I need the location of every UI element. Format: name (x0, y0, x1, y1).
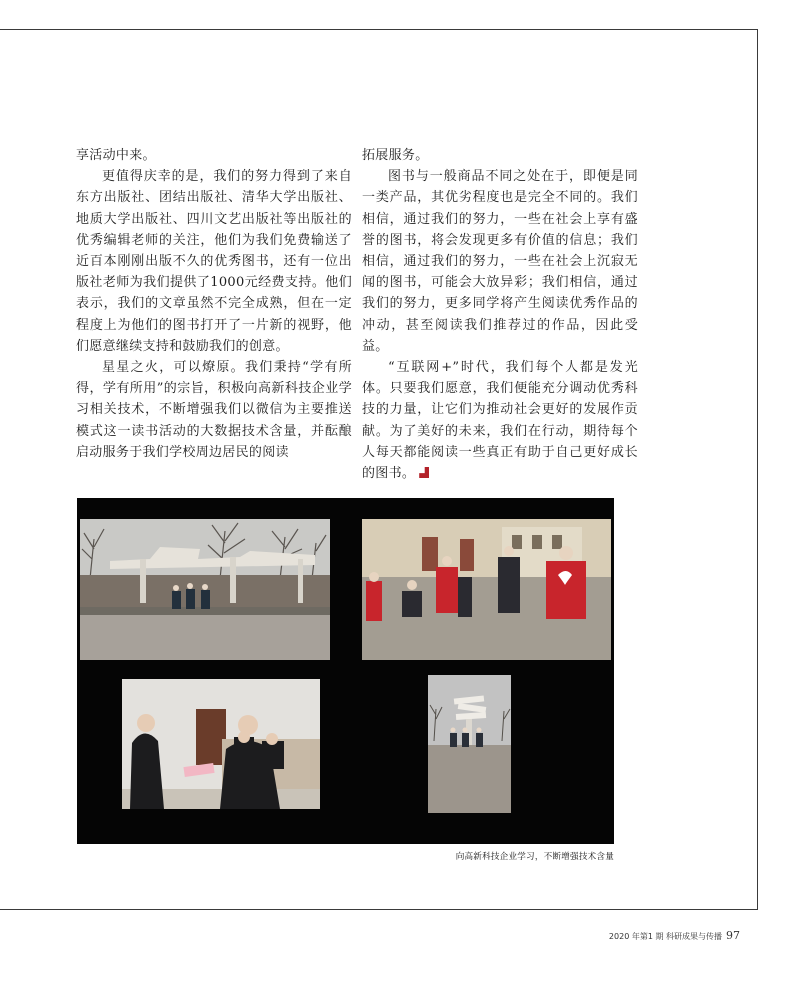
photo-plaza-sculpture (80, 519, 330, 660)
end-of-article-icon (419, 467, 429, 478)
issue-info: 2020 年第1 期 科研成果与传播 (608, 932, 722, 941)
paragraph: 享活动中来。 (76, 148, 156, 163)
photo-plaza-monument (428, 675, 511, 813)
paragraph-text: “互联网+”时代，我们每个人都是发光体。只要我们愿意，我们便能充分调动优秀科技的力量，让它们为推动社会更好的发展作贡献。为了美好的未来，我们在行动，期待每个人每天都能阅读一些真正有助于自己更好成长的图书。 (362, 360, 638, 482)
article-left-column (76, 145, 352, 463)
article-right-column (362, 145, 638, 484)
paragraph: 星星之火，可以燎原。我们秉持“学有所得，学有所用”的宗旨，积极向高新科技企业学习相关技术，不断增强我们以微信为主要推送模式这一读书活动的大数据技术含量，并酝酿启动服务于我们学校周边居民的阅读 (76, 360, 352, 460)
photo-volunteers-outdoor (362, 519, 611, 660)
photo-award-presentation (122, 679, 320, 809)
photo-collage (77, 498, 614, 844)
paragraph: 图书与一般商品不同之处在于，即便是同一类产品，其优劣程度也是完全不同的。我们相信，通过我们的努力，一些在社会上享有盛誉的图书，将会发现更多有价值的信息；我们相信，通过我们的努力，一些在社会上沉寂无闻的图书，可能会大放异彩；我们相信，通过我们的努力，更多同学将产生阅读优秀作品的冲动，甚至阅读我们推荐过的作品，因此受益。 (362, 169, 638, 354)
paragraph (362, 357, 638, 484)
paragraph: 更值得庆幸的是，我们的努力得到了来自东方出版社、团结出版社、清华大学出版社、地质大学出版社、四川文艺出版社等出版社的优秀编辑老师的关注，他们为我们免费输送了近百本刚刚出版不久的优秀图书，还有一位出版社老师为我们提供了1000元经费支持。他们表示，我们的文章虽然不完全成熟，但在一定程度上为他们的图书打开了一片新的视野，他们愿意继续支持和鼓励我们的创意。 (76, 169, 352, 354)
figure-caption: 向高新科技企业学习，不断增强技术含量 (455, 852, 614, 862)
paragraph: 拓展服务。 (362, 148, 429, 163)
page-number: 97 (726, 929, 740, 942)
page-footer (560, 929, 740, 942)
